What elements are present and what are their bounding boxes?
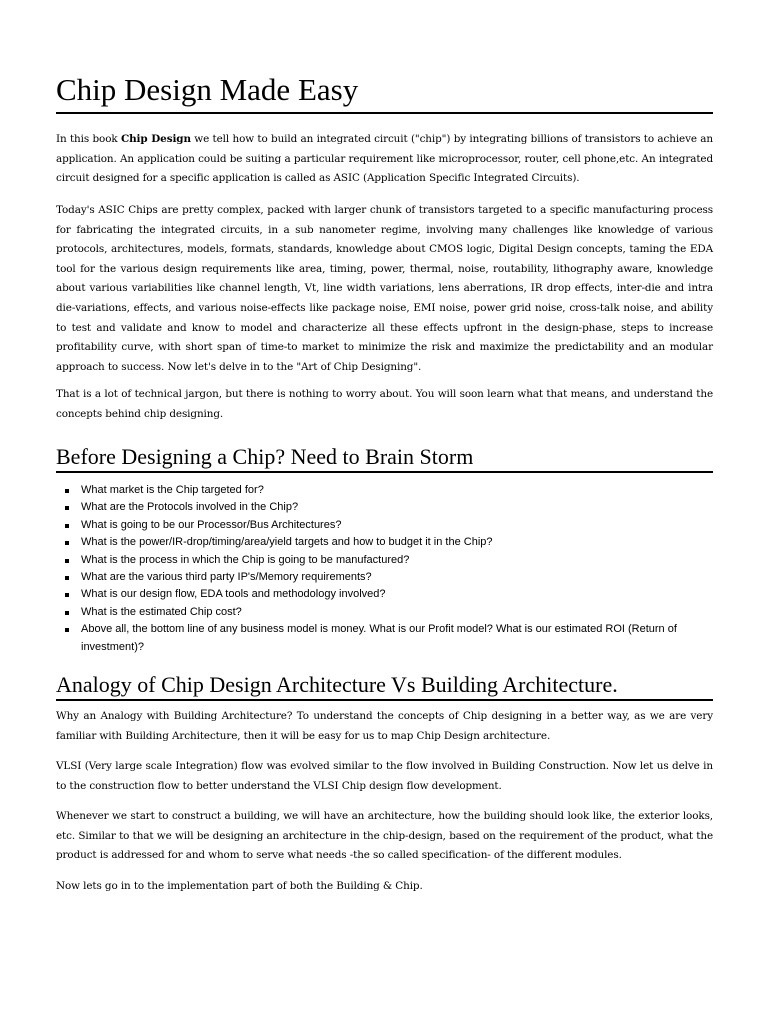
analogy-paragraph-2: VLSI (Very large scale Integration) flow was evolved similar to the flow involved in Building Construction. Now let us delve in to the construction flow to better understand the VLSI Chip design flow development. — [56, 760, 713, 792]
list-item: What are the Protocols involved in the Chip? — [81, 499, 738, 516]
page-title: Chip Design Made Easy — [56, 72, 713, 114]
asic-paragraph: Today's ASIC Chips are pretty complex, packed with larger chunk of transistors targeted to a specific manufacturing process for fabricating the integrated circuits, in a sub nanometer regime, involving many challenges like knowledge of various protocols, architectures, models, formats, standards, knowledge about CMOS logic, Digital Design concepts, taming the EDA tool for the various design requirements like area, timing, power, thermal, noise, routability, lithography aware, knowledge about various variabilities like channel length, Vt, line width variations, lens aberrations, IR drop effects, inter-die and intra die-variations, effects, and various noise-effects like package noise, EMI noise, power grid noise, cross-talk noise, and ability to test and validate and know to model and characterize all these effects upfront in the design-phase, steps to increase profitability curve, with short span of time-to market to minimize the risk and maximize the predictability and an modular approach to success. Now let's delve in to the "Art of Chip Designing". — [56, 204, 713, 373]
intro-bold: Chip Design — [120, 133, 191, 145]
jargon-paragraph: That is a lot of technical jargon, but there is nothing to worry about. You will soon learn what that means, and understand the concepts behind chip designing. — [56, 388, 713, 420]
brainstorm-heading: Before Designing a Chip? Need to Brain Storm — [56, 444, 713, 473]
brainstorm-list — [56, 482, 738, 656]
intro-before: In this book — [56, 133, 121, 145]
list-item: What is our design flow, EDA tools and methodology involved? — [81, 586, 738, 603]
list-item: What is the power/IR-drop/timing/area/yield targets and how to budget it in the Chip? — [81, 534, 738, 551]
analogy-paragraph-1: Why an Analogy with Building Architecture? To understand the concepts of Chip designing in a better way, as we are very familiar with Building Architecture, then it will be easy for us to map Chip Design architecture. — [56, 710, 713, 742]
analogy-paragraph-3: Whenever we start to construct a building, we will have an architecture, how the building should look like, the exterior looks, etc. Similar to that we will be designing an architecture in the chip-design, based on the requirement of the product, what the product is addressed for and whom to serve what needs -the so called specification- of the different modules. — [56, 810, 713, 862]
list-item: Above all, the bottom line of any business model is money. What is our Profit model? What is our estimated ROI (Return of investment)? — [81, 621, 738, 656]
analogy-paragraph-4: Now lets go in to the implementation part of both the Building & Chip. — [56, 880, 423, 892]
list-item: What are the various third party IP's/Memory requirements? — [81, 569, 738, 586]
intro-paragraph — [56, 130, 713, 189]
analogy-heading: Analogy of Chip Design Architecture Vs Building Architecture. — [56, 672, 713, 701]
list-item: What is the process in which the Chip is going to be manufactured? — [81, 552, 738, 569]
intro-after: we tell how to build an integrated circuit ("chip") by integrating billions of transistors to achieve an application. An application could be suiting a particular requirement like microprocessor, router, cell phone,etc. An integrated circuit designed for a specific application is called as ASIC (Application Specific Integrated Circuits). — [56, 133, 713, 185]
list-item: What market is the Chip targeted for? — [81, 482, 738, 499]
list-item: What is the estimated Chip cost? — [81, 604, 738, 621]
list-item: What is going to be our Processor/Bus Architectures? — [81, 517, 738, 534]
